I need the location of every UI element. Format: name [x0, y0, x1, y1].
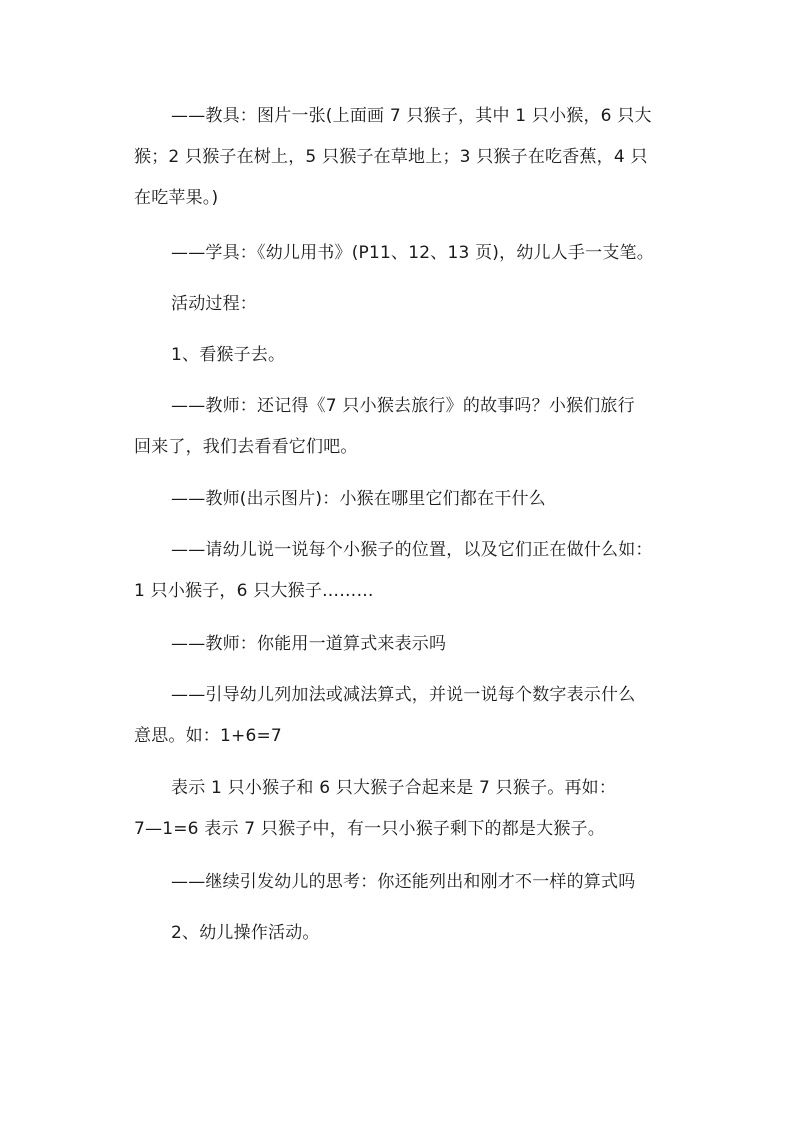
paragraph-explain-formula	[134, 768, 679, 850]
paragraph-teacher-story	[134, 386, 679, 468]
text-line: 活动过程：	[171, 294, 257, 314]
text-line: 7—1=6 表示 7 只猴子中，有一只小猴子剩下的都是大猴子。	[134, 819, 605, 839]
text-line: 1 只小猴子，6 只大猴子………	[134, 581, 374, 601]
text-line: ——教师(出示图片)：小猴在哪里它们都在干什么	[171, 489, 546, 509]
paragraph-learning-aids	[134, 233, 679, 274]
text-line: 猴；2 只猴子在树上，5 只猴子在草地上；3 只猴子在吃香蕉，4 只	[134, 147, 648, 167]
text-line: ——教师：还记得《7 只小猴去旅行》的故事吗？小猴们旅行	[171, 396, 635, 416]
paragraph-continue-thinking	[134, 862, 679, 903]
text-line: 表示 1 只小猴子和 6 只大猴子合起来是 7 只猴子。再如：	[171, 778, 617, 798]
text-line: ——学具：《幼儿用书》(P11、12、13 页)，幼儿人手一支笔。	[171, 243, 654, 263]
paragraph-teaching-aids	[134, 96, 679, 219]
text-line: ——教师：你能用一道算式来表示吗	[171, 634, 447, 654]
paragraph-teacher-formula	[134, 624, 679, 665]
paragraph-step-2	[134, 913, 679, 954]
paragraph-step-1	[134, 335, 679, 376]
text-line: ——教具：图片一张(上面画 7 只猴子，其中 1 只小猴，6 只大	[171, 106, 652, 126]
text-line: 1、看猴子去。	[171, 345, 286, 365]
paragraph-guide-formula	[134, 675, 679, 757]
text-line: ——引导幼儿列加法或减法算式，并说一说每个数字表示什么	[171, 685, 636, 705]
text-line: 2、幼儿操作活动。	[171, 923, 320, 943]
paragraph-teacher-picture	[134, 479, 679, 520]
text-line: 意思。如：1+6=7	[134, 726, 282, 746]
text-line: 回来了，我们去看看它们吧。	[134, 437, 358, 457]
text-line: ——请幼儿说一说每个小猴子的位置，以及它们正在做什么如：	[171, 540, 653, 560]
text-line: ——继续引发幼儿的思考：你还能列出和刚才不一样的算式吗	[171, 872, 636, 892]
paragraph-children-describe	[134, 530, 679, 612]
paragraph-activity-process	[134, 284, 679, 325]
text-line: 在吃苹果。)	[134, 188, 219, 208]
